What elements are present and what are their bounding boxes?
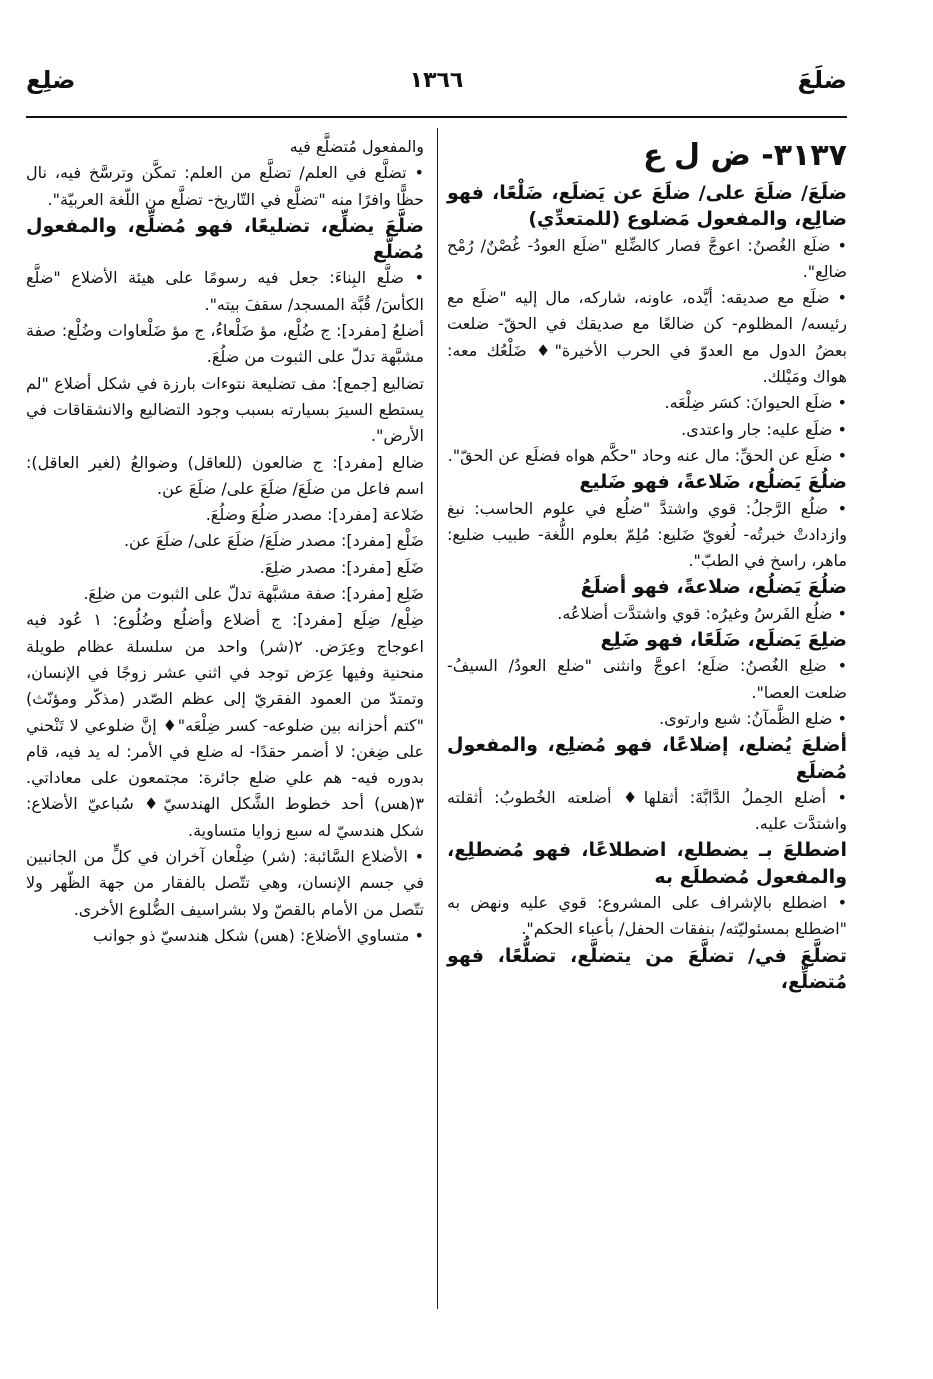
entry-paragraph: والمفعول مُتضلَّع فيه: [289, 137, 424, 156]
entry-paragraph: ضَلَع [مفرد]: مصدر ضلِعَ.: [259, 557, 424, 577]
entry-paragraph: ضلَّعَ يضلِّع، تضليعًا، فهو مُضلِّع، والمفعول مُضلَّع: [26, 214, 424, 264]
entry-paragraph: • ضلَع عن الحقِّ: مال عنه وحاد "حكَّم هواه فضلَع عن الحقّ".: [447, 445, 847, 465]
entry-paragraph: • ضلُع الفَرسُ وغيرُه: قوي واشتدَّت أضلاعُه.: [557, 603, 847, 623]
entry-paragraph: • ضلَّع البِناءَ: جعل فيه رسومًا على هيئة الأضلاع "ضلَّع الكأسَ/ قُبَّة المسجد/ سقفَ بيته".: [26, 268, 424, 314]
entry-paragraph: • ضلَع الحيوانَ: كسَر ضِلْعَه.: [664, 393, 847, 413]
entry-paragraph: ضَلِع [مفرد]: صفة مشبَّهة تدلّ على الثبوت من ضلِعَ.: [83, 584, 424, 604]
left-column: [26, 134, 424, 949]
entry-paragraph: ضِلْع/ ضِلَع [مفرد]: ج أضلاع وأضلُع وضُلُوع: ١ عُود فيه اعوجاج وعِرَض. ٢(شر) واحد من سلسلة عظام طويلة منحنية وفيها عِرَض توجد في اثني عشر زوجًا في الإنسان، وتمتدّ من العمود الفقريّ إلى عظم الصّدر (مذكّر ومؤنّث) "كتم أحزانه بين ضلوعه- كسر ضِلْعَه"♦ إنَّ ضلوعي لا تَنْحني على ضِغن: لا أضمر حقدًا- له ضلع في الأمر: له يد فيه، قام بدوره فيه- هم علي ضلع جائرة: مجتمعون على معاداتي. ٣(هس) أحد خطوط الشَّكل الهندسيّ♦ سُباعيّ الأضلاع: شكل هندسيّ له سبع زوايا متساوية.: [26, 610, 424, 840]
entry-paragraph: • تضلَّع في العلم/ تضلَّع من العلم: تمكَّن وترسَّخ فيه، نال حظًّا وافرًا منه "تضلَّع في التّاريخ- تضلَّع من اللّغة العربيّة".: [26, 163, 424, 209]
entry-paragraph: تضلَّعَ في/ تضلَّعَ من يتضلَّع، تضلُّعًا، فهو مُتضلِّع،: [447, 944, 847, 993]
column-divider: [437, 128, 438, 1309]
entry-paragraph: • ضلَع عليه: جار واعتدى.: [681, 419, 847, 439]
entry-paragraph: • الأضلاع السَّائبة: (شر) ضِلْعان آخران في كلٍّ من الجانبين في جسم الإنسان، وهي تتّصل بالفقار من جهة الظّهر ولا تتّصل من الأمام بالقصّ ولا بشراسيف الضُّلوع الأخرى.: [26, 847, 424, 919]
entry-paragraph: ضالع [مفرد]: ج ضالعون (للعاقل) وضوالعُ (لغير العاقل): اسم فاعل من ضلَعَ/ ضلَعَ على/ ضلَعَ عن.: [26, 452, 424, 498]
root-entry-title: ٣١٣٧- ض ل ع: [643, 138, 847, 173]
entry-paragraph: ضلِعَ يَضلَع، ضَلَعًا، فهو ضَلِع: [600, 629, 847, 652]
entry-paragraph: • ضلع الظَّمآنُ: شبع وارتوى.: [659, 708, 847, 728]
entry-paragraph: اضطلعَ بـ يضطلع، اضطلاعًا، فهو مُضطلِع، والمفعول مُضطلَع به: [447, 839, 847, 888]
entry-paragraph: • ضلَع الغُصنُ: اعوجَّ فصار كالضِّلع "ضلَع العودُ- غُصْنٌ/ رُمْح ضالِع".: [447, 235, 847, 281]
entry-paragraph: • أضلع الحِملُ الدَّابَّةَ: أثقلها♦ أضلعته الخُطوبُ: أثقلته واشتدَّت عليه.: [447, 787, 847, 834]
entry-paragraph: • اضطلع بالإشراف على المشروع: قوي عليه ونهض به "اضطلع بمسئوليّته/ بنفقات الحفل/ بأعباء الحكم".: [447, 893, 847, 939]
header-rule: [26, 116, 847, 118]
entry-paragraph: • متساوي الأضلاع: (هس) شكل هندسيّ ذو جوانب: [92, 925, 424, 945]
header-guide-word-left: ضلِع: [26, 66, 76, 94]
entry-paragraph: ضَلاعة [مفرد]: مصدر ضلُعَ وضلُعَ.: [205, 505, 424, 525]
entry-paragraph: أضلعَ يُضلع، إضلاعًا، فهو مُضلِع، والمفعول مُضلَع: [447, 734, 847, 783]
right-column: [447, 134, 847, 995]
entry-paragraph: أضلعُ [مفرد]: ج ضُلْع، مؤ ضَلْعاءُ، ج مؤ ضَلْعاوات وضُلْع: صفة مشبَّهة تدلّ على الثبوت من ضلُعَ.: [26, 321, 424, 367]
entry-paragraph: ضَلْع [مفرد]: مصدر ضلَعَ/ ضلَعَ على/ ضلَعَ عن.: [123, 531, 424, 551]
page-header: [26, 66, 847, 106]
entry-paragraph: ضلَعَ/ ضلَعَ على/ ضلَعَ عن يَضلَع، ضَلْعًا، فهو ضالِع، والمفعول مَضلوع (للمتعدِّي): [447, 182, 847, 231]
header-guide-word-right: ضلَعَ: [797, 66, 847, 94]
entry-paragraph: • ضلِع الغُصنُ: ضلَع؛ اعوجَّ وانثنى "ضلع العودُ/ السيفُ- ضلعت العصا".: [447, 656, 847, 702]
entry-paragraph: تضاليع [جمع]: مف تضليعة نتوءات بارزة في شكل أضلاع "لم يستطع السيرَ بسيارته بسبب وجود التضاليع والانشقاقات في الأرض".: [26, 373, 424, 446]
entry-paragraph: ضلُعَ يَضلُع، ضَلاعةً، فهو ضَليع: [579, 471, 847, 494]
entry-paragraph: • ضلَع مع صديقه: أيَّده، عاونه، شاركه، مال إليه "ضلَع مع رئيسه/ المظلوم- كن ضالعًا مع صديقك في الحقّ- ضلعت بعضُ الدول مع العدوّ في الحرب الأخيرة"♦ ضَلْعُك معه: هواك ومَيْلك.: [447, 288, 847, 387]
entry-paragraph: • ضلُع الرَّجلُ: قوي واشتدَّ "ضلُع في علوم الحاسب: نبغ وازدادتْ خبرتُه- لُغويّ ضَليع: مُلِمّ بعلوم اللُّغة- طبيب ضليع: ماهر، راسخ في الطبّ".: [447, 498, 847, 571]
entry-paragraph: ضلُعَ يَضلُع، ضلاعةً، فهو أضلَعُ: [580, 576, 847, 599]
page-number: ١٣٦٦: [409, 68, 464, 93]
